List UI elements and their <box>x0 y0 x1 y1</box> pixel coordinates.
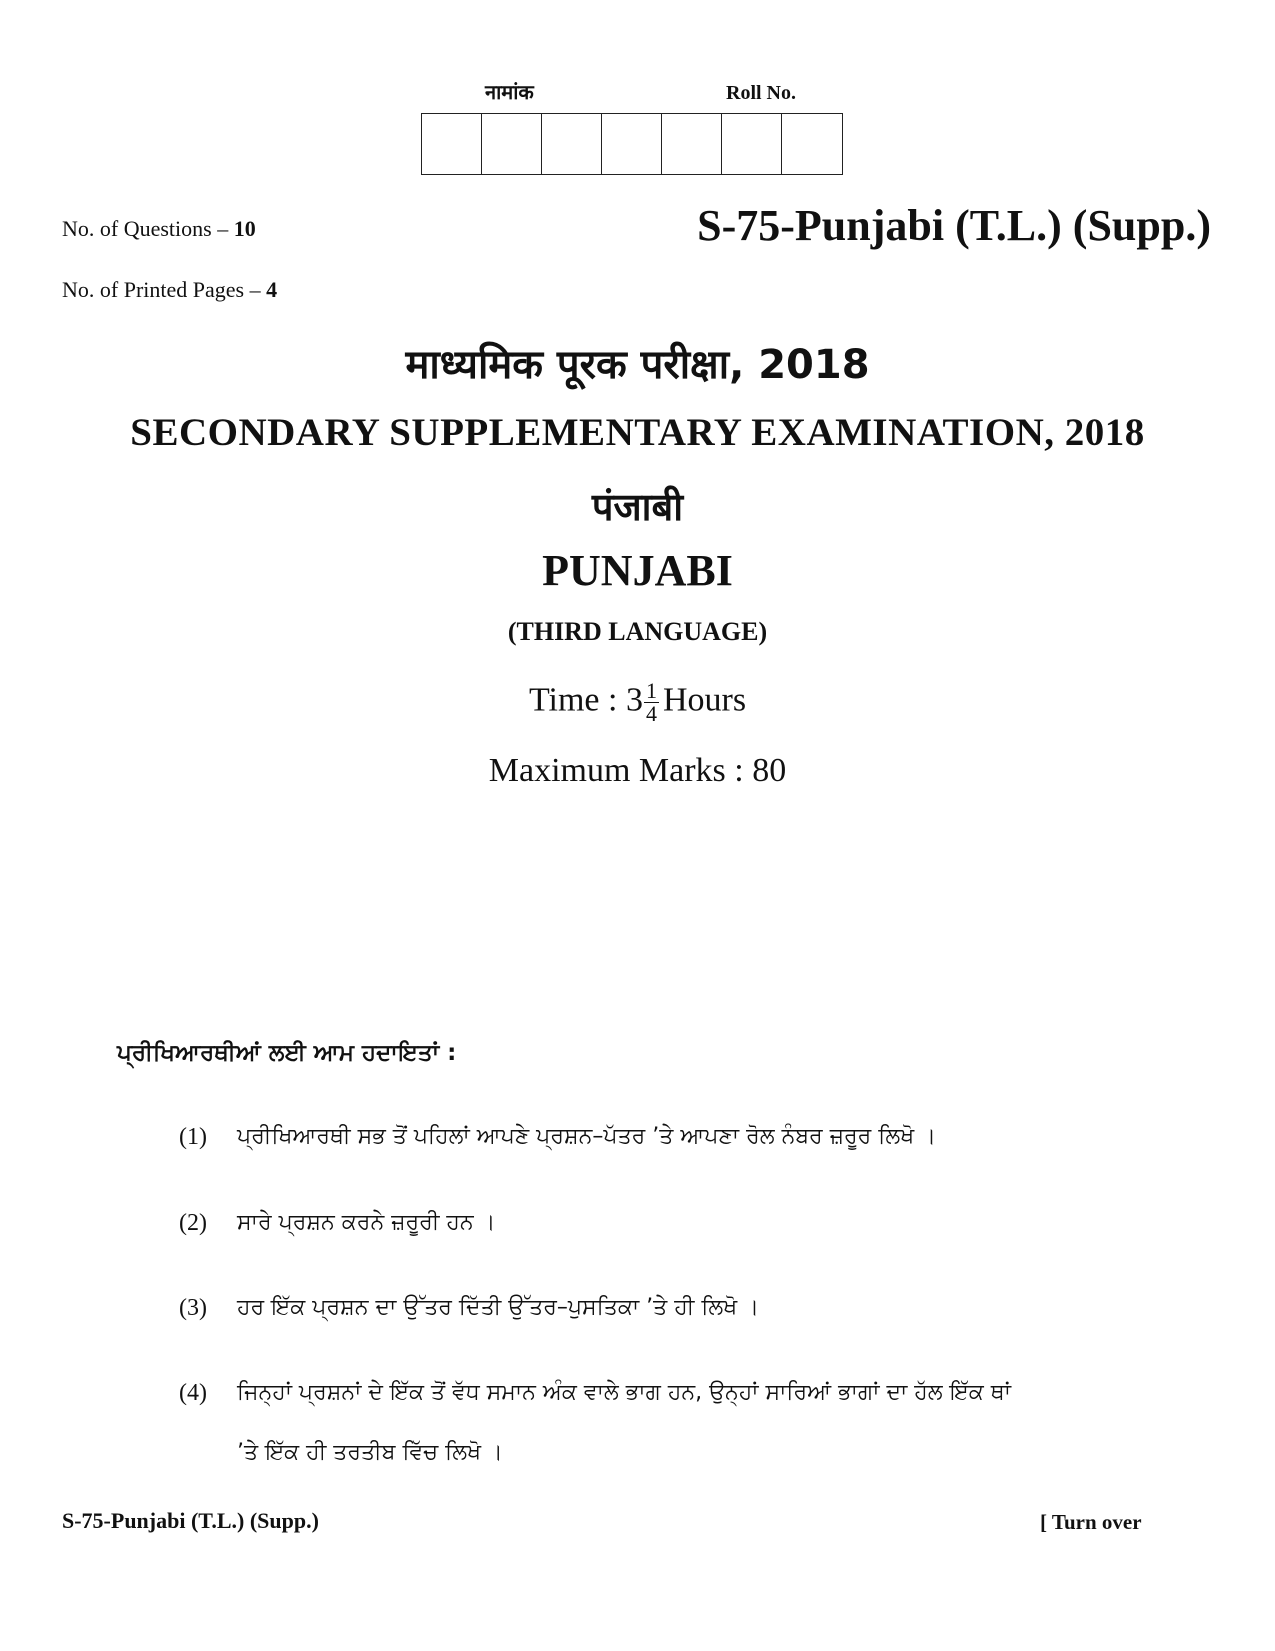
instruction-number: (4) <box>179 1380 207 1406</box>
questions-label: No. of Questions – <box>62 216 234 241</box>
instruction-number: (3) <box>179 1295 207 1321</box>
roll-label-english: Roll No. <box>726 82 796 104</box>
exam-title-english: SECONDARY SUPPLEMENTARY EXAMINATION, 2018 <box>130 411 1145 454</box>
instruction-text: ਸਾਰੇ ਪ੍ਰਸ਼ਨ ਕਰਨੇ ਜ਼ਰੂਰੀ ਹਨ । <box>237 1210 496 1235</box>
fraction-numerator: 1 <box>645 678 657 703</box>
pages-label: No. of Printed Pages – <box>62 277 267 302</box>
fraction-denominator: 4 <box>645 701 657 726</box>
roll-box <box>422 114 482 174</box>
questions-count-line <box>62 216 256 242</box>
instruction-text: ਜਿਨ੍ਹਾਂ ਪ੍ਰਸ਼ਨਾਂ ਦੇ ਇੱਕ ਤੋਂ ਵੱਧ ਸਮਾਨ ਅੰਕ ਵਾਲੇ ਭਾਗ ਹਨ, ਉਨ੍ਹਾਂ ਸਾਰਿਆਂ ਭਾਗਾਂ ਦਾ ਹੱਲ ਇੱਕ ਥਾਂ <box>237 1380 1011 1405</box>
exam-title-hindi: माध्यमिक पूरक परीक्षा, 2018 <box>405 342 870 388</box>
time-suffix: Hours <box>662 681 747 719</box>
pages-count: 4 <box>266 277 278 302</box>
instruction-item <box>179 1210 496 1237</box>
instruction-item <box>179 1380 1011 1407</box>
roll-box <box>782 114 842 174</box>
turn-over-note: [ Turn over <box>1040 1510 1142 1534</box>
maximum-marks: Maximum Marks : 80 <box>488 752 787 789</box>
roll-number-boxes <box>421 113 843 175</box>
subject-english: PUNJABI <box>542 546 733 595</box>
instruction-number: (2) <box>179 1210 207 1236</box>
instruction-text: ਪ੍ਰੀਖਿਆਰਥੀ ਸਭ ਤੋਂ ਪਹਿਲਾਂ ਆਪਣੇ ਪ੍ਰਸ਼ਨ–ਪੱਤਰ ’ਤੇ ਆਪਣਾ ਰੋਲ ਨੰਬਰ ਜ਼ਰੂਰ ਲਿਖੋ । <box>237 1124 937 1149</box>
instruction-number: (1) <box>179 1124 207 1150</box>
roll-box <box>482 114 542 174</box>
instruction-item <box>179 1124 936 1151</box>
roll-box <box>662 114 722 174</box>
roll-label-hindi: नामांक <box>485 80 534 104</box>
language-note: (THIRD LANGUAGE) <box>507 617 768 646</box>
time-fraction <box>644 680 659 725</box>
time-prefix: Time : 3 <box>528 681 643 719</box>
instructions-heading: ਪ੍ਰੀਖਿਆਰਥੀਆਂ ਲਈ ਆਮ ਹਦਾਇਤਾਂ : <box>117 1040 457 1066</box>
footer-paper-code: S-75-Punjabi (T.L.) (Supp.) <box>62 1508 319 1533</box>
subject-hindi: पंजाबी <box>591 485 684 529</box>
roll-box <box>542 114 602 174</box>
pages-count-line <box>62 277 277 303</box>
paper-code: S-75-Punjabi (T.L.) (Supp.) <box>697 201 1211 250</box>
instruction-text: ਹਰ ਇੱਕ ਪ੍ਰਸ਼ਨ ਦਾ ਉੱਤਰ ਦਿੱਤੀ ਉੱਤਰ–ਪੁਸਤਿਕਾ ’ਤੇ ਹੀ ਲਿਖੋ । <box>237 1295 760 1320</box>
roll-box <box>602 114 662 174</box>
instruction-continuation: ’ਤੇ ਇੱਕ ਹੀ ਤਰਤੀਬ ਵਿੱਚ ਲਿਖੋ । <box>237 1440 503 1465</box>
roll-box <box>722 114 782 174</box>
instruction-item <box>179 1295 759 1322</box>
questions-count: 10 <box>233 216 256 241</box>
time-line <box>0 680 1275 725</box>
